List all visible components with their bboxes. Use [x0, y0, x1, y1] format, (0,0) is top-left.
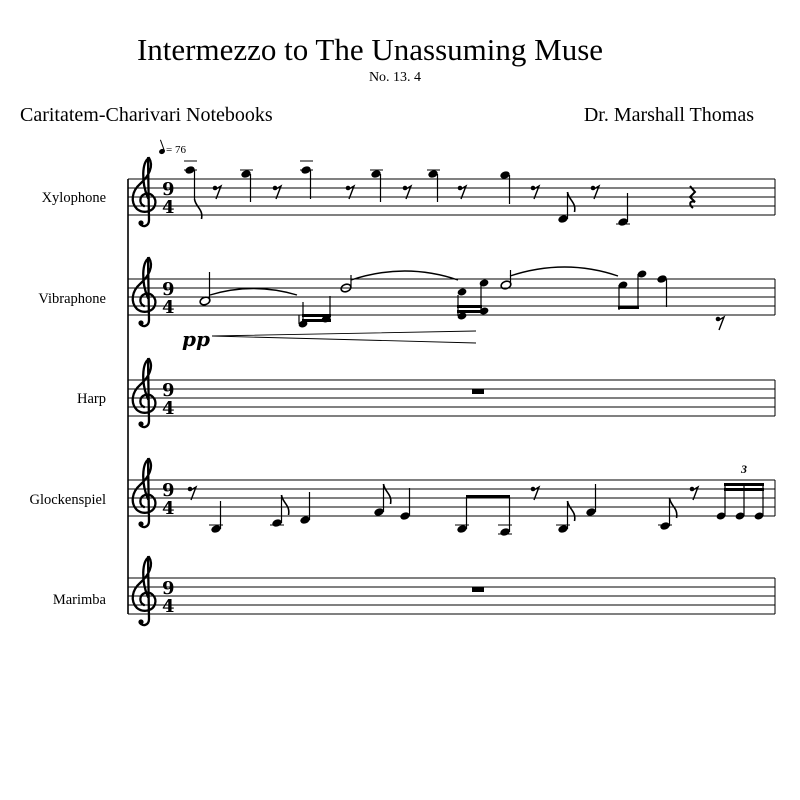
- time-sig-denominator: 4: [162, 297, 175, 318]
- crescendo-hairpin: [212, 331, 476, 343]
- tempo-text: = 76: [166, 144, 186, 156]
- time-sig-numerator: 9: [162, 279, 175, 300]
- staff-xylophone: [128, 158, 775, 227]
- instrument-label-harp: Harp: [77, 391, 106, 407]
- time-sig-numerator: 9: [162, 480, 175, 501]
- treble-clef-icon: [133, 359, 156, 427]
- instrument-label-marimba: Marimba: [52, 592, 106, 608]
- score-title: Intermezzo to The Unassuming Muse: [136, 32, 604, 67]
- composer-name: Dr. Marshall Thomas: [583, 104, 754, 126]
- vibraphone-notes: [199, 267, 724, 330]
- staff-glockenspiel: [128, 459, 775, 537]
- staff-marimba: [128, 557, 775, 625]
- time-sig-denominator: 4: [162, 498, 175, 519]
- time-sig-denominator: 4: [162, 596, 175, 617]
- instrument-label-vibraphone: Vibraphone: [38, 291, 106, 307]
- instrument-label-xylophone: Xylophone: [41, 190, 106, 206]
- tuplet-number: 3: [741, 462, 747, 476]
- time-sig-numerator: 9: [162, 179, 175, 200]
- time-sig-denominator: 4: [162, 398, 175, 419]
- score-subtitle: No. 13. 4: [368, 70, 422, 85]
- time-sig-denominator: 4: [162, 197, 175, 218]
- instrument-label-glockenspiel: Glockenspiel: [29, 492, 106, 508]
- treble-clef-icon: [133, 158, 156, 226]
- treble-clef-icon: [133, 557, 156, 625]
- staff-harp: [128, 359, 775, 427]
- treble-clef-icon: [133, 459, 156, 527]
- whole-rest: [472, 587, 484, 592]
- time-sig-numerator: 9: [162, 380, 175, 401]
- dynamic-marking: pp: [182, 327, 210, 351]
- time-sig-numerator: 9: [162, 578, 175, 599]
- staff-vibraphone: [128, 258, 775, 343]
- collection-name: Caritatem-Charivari Notebooks: [20, 104, 273, 126]
- treble-clef-icon: [133, 258, 156, 326]
- xylophone-notes: [184, 161, 695, 227]
- whole-rest: [472, 389, 484, 394]
- glockenspiel-notes: [188, 483, 765, 537]
